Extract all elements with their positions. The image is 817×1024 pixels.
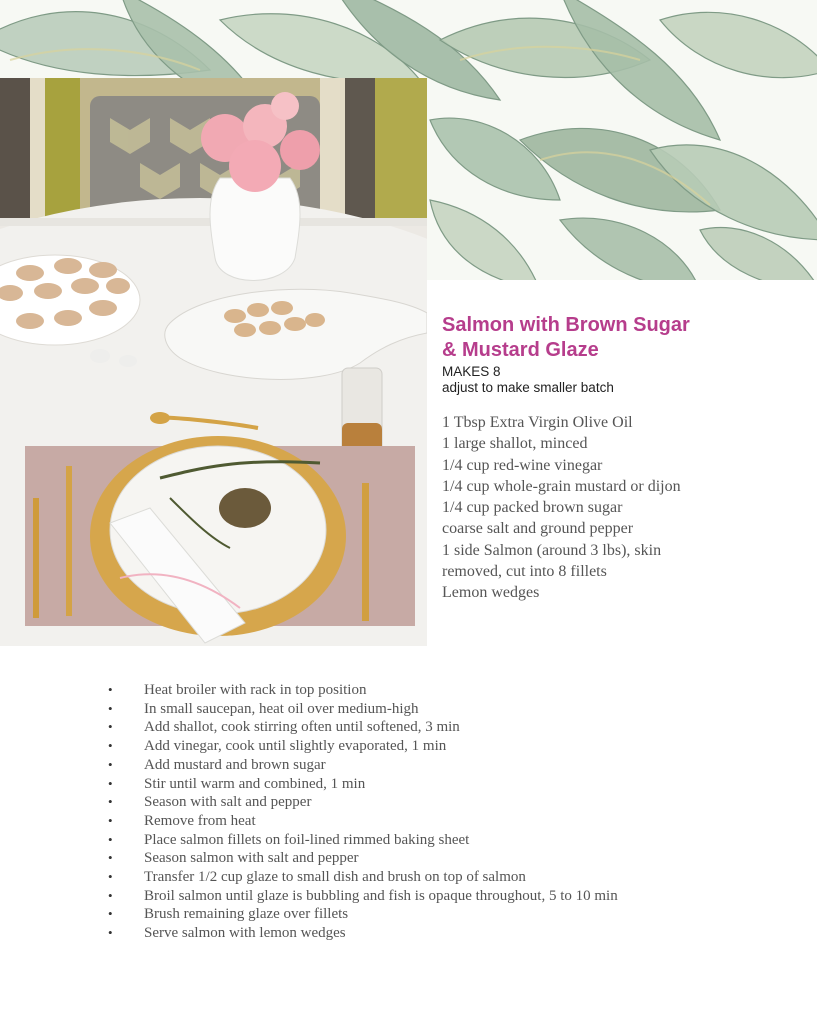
instruction-text: Transfer 1/2 cup glaze to small dish and brush on top of salmon — [144, 869, 526, 886]
instruction-step — [108, 905, 788, 924]
instruction-text: Place salmon fillets on foil-lined rimmed baking sheet — [144, 831, 470, 848]
ingredient-item: 1/4 cup whole-grain mustard or dijon — [442, 477, 681, 495]
ingredient-item: 1/4 cup red-wine vinegar — [442, 456, 603, 474]
bullet-icon: • — [108, 887, 113, 903]
instruction-step — [108, 868, 788, 887]
bullet-icon: • — [108, 906, 113, 922]
instruction-step — [108, 831, 788, 850]
ingredient-item: Lemon wedges — [442, 584, 540, 602]
ingredient-item: 1 large shallot, minced — [442, 435, 588, 453]
instruction-step — [108, 775, 788, 794]
bullet-icon: • — [108, 719, 113, 735]
instruction-text: Add shallot, cook stirring often until softened, 3 min — [144, 719, 460, 736]
instruction-text: Season with salt and pepper — [144, 794, 312, 811]
ingredient-item: removed, cut into 8 fillets — [442, 563, 607, 581]
instruction-step — [108, 793, 788, 812]
batch-note: adjust to make smaller batch — [442, 380, 614, 395]
instruction-text: Serve salmon with lemon wedges — [144, 925, 346, 942]
servings-label: MAKES 8 — [442, 364, 501, 379]
instruction-step — [108, 849, 788, 868]
instruction-text: Broil salmon until glaze is bubbling and fish is opaque throughout, 5 to 10 min — [144, 887, 618, 904]
bullet-icon: • — [108, 869, 113, 885]
table-setting-photo — [0, 78, 427, 646]
instruction-step — [108, 756, 788, 775]
instruction-text: In small saucepan, heat oil over medium-high — [144, 700, 419, 717]
instruction-list — [108, 681, 788, 943]
instruction-text: Brush remaining glaze over fillets — [144, 906, 349, 923]
instruction-text: Remove from heat — [144, 812, 256, 829]
bullet-icon: • — [108, 794, 113, 810]
instruction-text: Heat broiler with rack in top position — [144, 682, 367, 698]
instruction-text: Season salmon with salt and pepper — [144, 850, 359, 867]
ingredient-item: 1 side Salmon (around 3 lbs), skin — [442, 541, 662, 559]
instruction-text: Add mustard and brown sugar — [144, 756, 326, 773]
recipe-title-line-1: Salmon with Brown Sugar — [442, 314, 690, 336]
recipe-header — [442, 313, 802, 396]
instruction-step — [108, 700, 788, 719]
instruction-step — [108, 812, 788, 831]
instruction-text: Add vinegar, cook until slightly evaporated, 1 min — [144, 738, 447, 755]
bullet-icon: • — [108, 850, 113, 866]
instruction-step — [108, 681, 788, 700]
bullet-icon: • — [108, 831, 113, 847]
bullet-icon: • — [108, 775, 113, 791]
bullet-icon: • — [108, 925, 113, 941]
bullet-icon: • — [108, 700, 113, 716]
ingredient-item: 1/4 cup packed brown sugar — [442, 499, 623, 517]
bullet-icon: • — [108, 812, 113, 828]
instruction-step — [108, 924, 788, 943]
bullet-icon: • — [108, 738, 113, 754]
ingredient-list — [442, 412, 802, 604]
bullet-icon: • — [108, 682, 113, 697]
ingredient-item: coarse salt and ground pepper — [442, 520, 634, 538]
bullet-icon: • — [108, 756, 113, 772]
instruction-step — [108, 887, 788, 906]
ingredient-item: 1 Tbsp Extra Virgin Olive Oil — [442, 414, 633, 431]
instruction-text: Stir until warm and combined, 1 min — [144, 775, 366, 792]
instruction-step — [108, 718, 788, 737]
recipe-title-line-2: & Mustard Glaze — [442, 339, 599, 361]
instruction-step — [108, 737, 788, 756]
